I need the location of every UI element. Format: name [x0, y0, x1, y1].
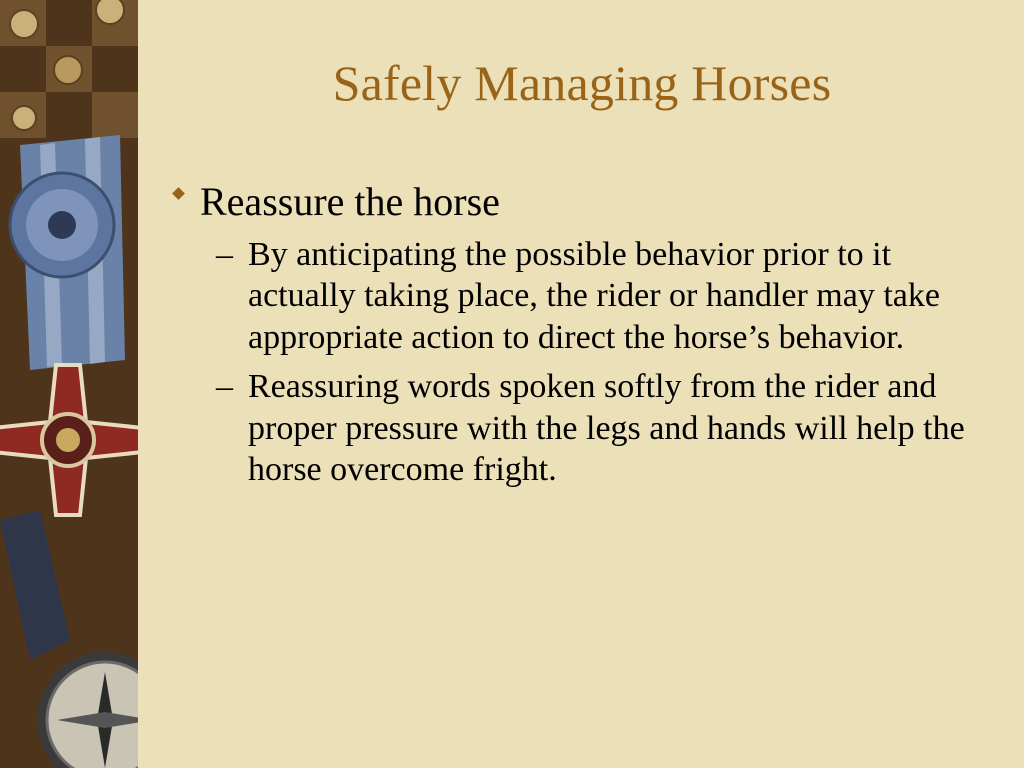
- sub-bullet-text: By anticipating the possible behavior prior to it actually taking place, the rider or handler may take appropriate action to direct the horse’s behavior.: [248, 236, 940, 356]
- dash-marker: –: [216, 368, 233, 406]
- sub-bullet-item: [216, 234, 1004, 358]
- sub-bullet-text: Reassuring words spoken softly from the rider and proper pressure with the legs and hands will help the horse overcome fright.: [248, 368, 965, 489]
- slide-body: [168, 178, 1004, 499]
- sub-bullet-item: [216, 366, 1004, 490]
- sub-bullet-list: [168, 234, 1004, 491]
- medal-compass-collage-icon: [0, 0, 138, 768]
- decorative-side-image: [0, 0, 138, 768]
- bullet-item: [168, 178, 1004, 226]
- slide-title: Safely Managing Horses: [332, 55, 832, 111]
- dash-marker: –: [216, 236, 233, 273]
- bullet-text: Reassure the horse: [200, 179, 500, 224]
- diamond-bullet-icon: [168, 180, 188, 220]
